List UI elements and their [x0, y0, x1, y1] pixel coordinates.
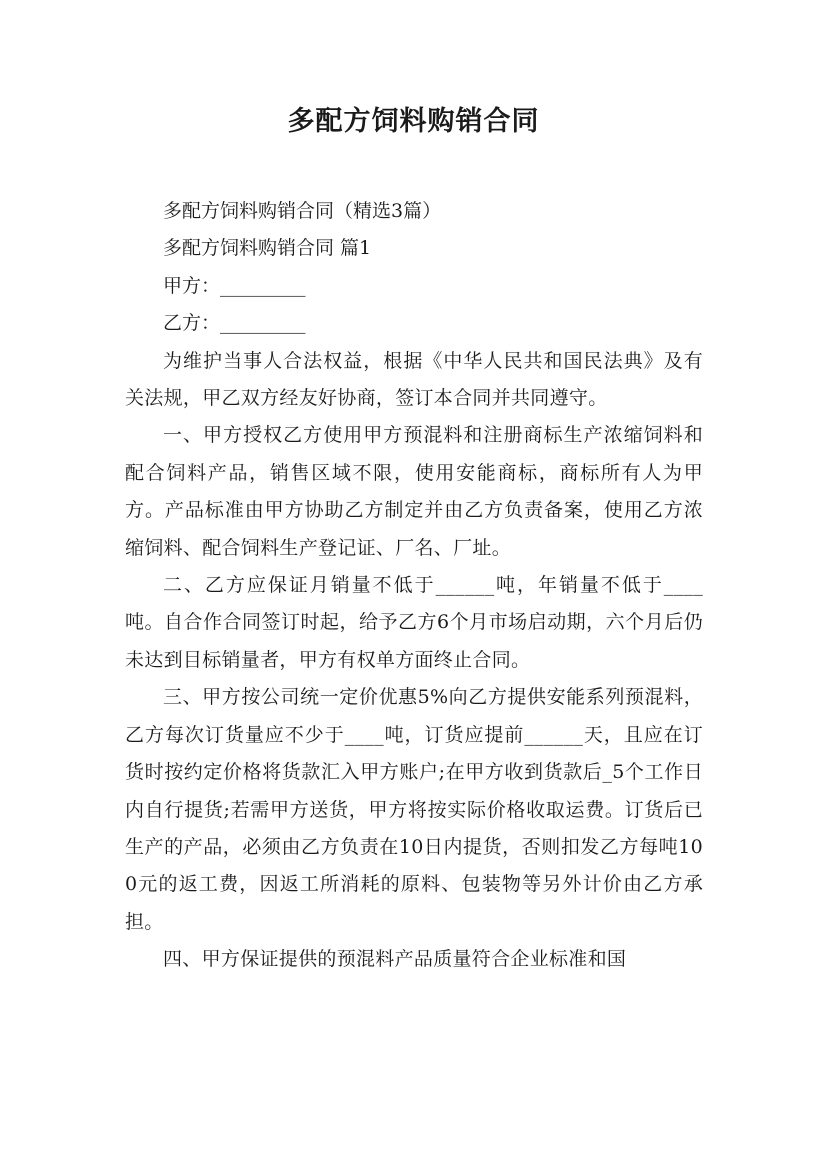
- document-title: 多配方饲料购销合同: [287, 106, 540, 137]
- paragraph-clause-1: 一、甲方授权乙方使用甲方预混料和注册商标生产浓缩饲料和配合饲料产品，销售区域不限，使用安能商标，商标所有人为甲方。产品标准由甲方协助乙方制定并由乙方负责备案，使用乙方浓缩饲料、配合饲料生产登记证、厂名、厂址。: [125, 424, 703, 559]
- party-a-line: 甲方：_________: [163, 274, 306, 297]
- document-body: [125, 193, 703, 979]
- paragraph-clause-2: 二、乙方应保证月销量不低于______吨，年销量不低于____吨。自合作合同签订时起，给予乙方6个月市场启动期，六个月后仍未达到目标销量者，甲方有权单方面终止合同。: [125, 574, 703, 671]
- section-heading: 多配方饲料购销合同 篇1: [163, 237, 372, 260]
- party-b-line: 乙方：_________: [163, 312, 306, 335]
- paragraph-preamble: 为维护当事人合法权益，根据《中华人民共和国民法典》及有关法规，甲乙双方经友好协商，签订本合同并共同遵守。: [125, 349, 703, 410]
- paragraph-clause-4: 四、甲方保证提供的预混料产品质量符合企业标准和国: [163, 948, 627, 971]
- paragraph-clause-3: 三、甲方按公司统一定价优惠5%向乙方提供安能系列预混料，乙方每次订货量应不少于____吨，订货应提前______天，且应在订货时按约定价格将货款汇入甲方账户;在甲方收到货款后_5个工作日内自行提货;若需甲方送货，甲方将按实际价格收取运费。订货后已生产的产品，必须由乙方负责在10日内提货，否则扣发乙方每吨100元的返工费，因返工所消耗的原料、包装物等另外计价由乙方承担。: [125, 686, 703, 933]
- subtitle-line: 多配方饲料购销合同（精选3篇）: [163, 200, 442, 222]
